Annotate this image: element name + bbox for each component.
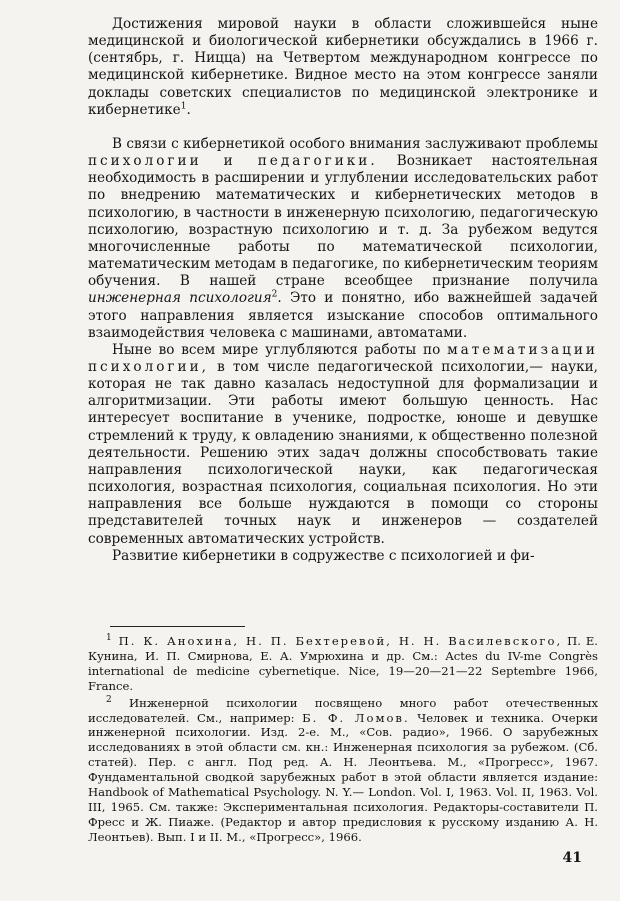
footnote-2-text-cont: Человек и техника. Очерки инженерной психологии. Изд. 2-е. М., «Сов. радио», 1966. О зарубежных исследованиях в этой области см. кн.: Инженерная психология за рубежом. (Сб. статей). Пер. с англ. Под ред. А. Н. Леонтьева. М., «Прогресс», 1967. Фундаментальной сводкой зарубежных работ в этой области является издание: Handbook of Mathematical Psychology. N. Y.— London. Vol. I, 1963. Vol. II, 1963. Vol. III, 1965. См. также: Экспериментальная психология. Редакторы-составители П. Фресс и Ж. Пиаже. (Редактор и автор предисловия к русскому изданию А. Н. Леонтьев). Вып. I и II. М., «Прогресс», 1966. — [88, 710, 599, 844]
footnote-2-text: Инженерной психологии посвящено много работ отечественных исследователей. См., например: — [88, 695, 598, 725]
paragraph-1 — [88, 16, 598, 119]
paragraph-3-text: Ныне во всем мире углубляются работы по — [112, 341, 448, 358]
paragraph-2-text-cont: Возникает настоятельная необходимость в расширении и углублении исследовательских работ по внедрению математических и кибернетических методов в психологию, в частности в инженерную психологию, педагогическую психологию, возрастную психологию и т. д. За рубежом ведутся многочисленные работы по математической психологии, математическим методам в педагогике, по кибернетическим теориям обучения. В нашей стране всеобщее признание получила — [88, 153, 599, 290]
main-text — [88, 16, 598, 565]
footnotes — [88, 634, 598, 847]
footnote-1 — [88, 634, 598, 694]
paragraph-3-text-cont: в том числе педагогической психологии,— науки, которая не так давно казалась недоступной для формализации и алгоритмизации. Эти работы имеют большую ценность. Нас интересует воспитание в ученике, подростке, юноше и девушке стремлений к труду, к овладению знаниями, к общественно полезной деятельности. Решению этих задач должны способствовать такие направления психологической науки, как педагогическая психология, возрастная психология, социальная психология. Но эти направления все больше нуждаются в помощи со стороны представителей точных наук и инженеров — создателей современных автоматических устройств. — [88, 358, 598, 547]
footnote-1-text: П. Е. Кунина, И. П. Смирнова, Е. А. Умрюхина и др. См.: Actes du IV-me Congrès international de medicine cybernetique. Nice, 19—20—21—22 Septembre 1966, France. — [88, 634, 598, 693]
paragraph-4-text: Развитие кибернетики в содружестве с психологией и фи- — [112, 547, 535, 564]
footnote-marker-2: 2 — [106, 694, 112, 705]
paragraph-gap — [88, 119, 598, 136]
footnote-ref-1: 1 — [180, 101, 187, 112]
spaced-emphasis: математизации психологии, — [88, 341, 598, 375]
paragraph-3 — [88, 342, 598, 548]
paragraph-2-end: . Это и понятно, ибо важнейшей задачей этого направления является изыскание способов оптимального взаимодействия человека с машинами, автоматами. — [88, 290, 598, 341]
footnote-1-names: П. К. Анохина, Н. П. Бехтеревой, Н. Н. Василевского, — [111, 634, 563, 648]
footnote-2 — [88, 696, 598, 845]
page-number: 41 — [562, 850, 582, 866]
paragraph-1-end: . — [186, 101, 191, 118]
paragraph-2-text: В связи с кибернетикой особого внимания заслуживают проблемы — [112, 135, 598, 152]
paragraph-2 — [88, 136, 598, 342]
footnote-marker-1: 1 — [106, 633, 112, 644]
spaced-emphasis: психологии и педагогики. — [88, 153, 378, 170]
italic-emphasis: инженерная психология — [88, 290, 272, 307]
paragraph-4 — [88, 548, 598, 565]
footnote-2-author: Б. Ф. Ломов. — [302, 710, 410, 725]
footnote-ref-2: 2 — [271, 289, 278, 300]
paragraph-1-text: Достижения мировой науки в области сложившейся ныне медицинской и биологической кибернетики обсуждались в 1966 г. (сентябрь, г. Ницца) на Четвертом международном конгрессе по медицинской кибернетике. Видное место на этом конгрессе заняли доклады советских специалистов по медицинской электронике и кибернетике — [88, 16, 598, 118]
footnote-divider — [110, 626, 245, 627]
